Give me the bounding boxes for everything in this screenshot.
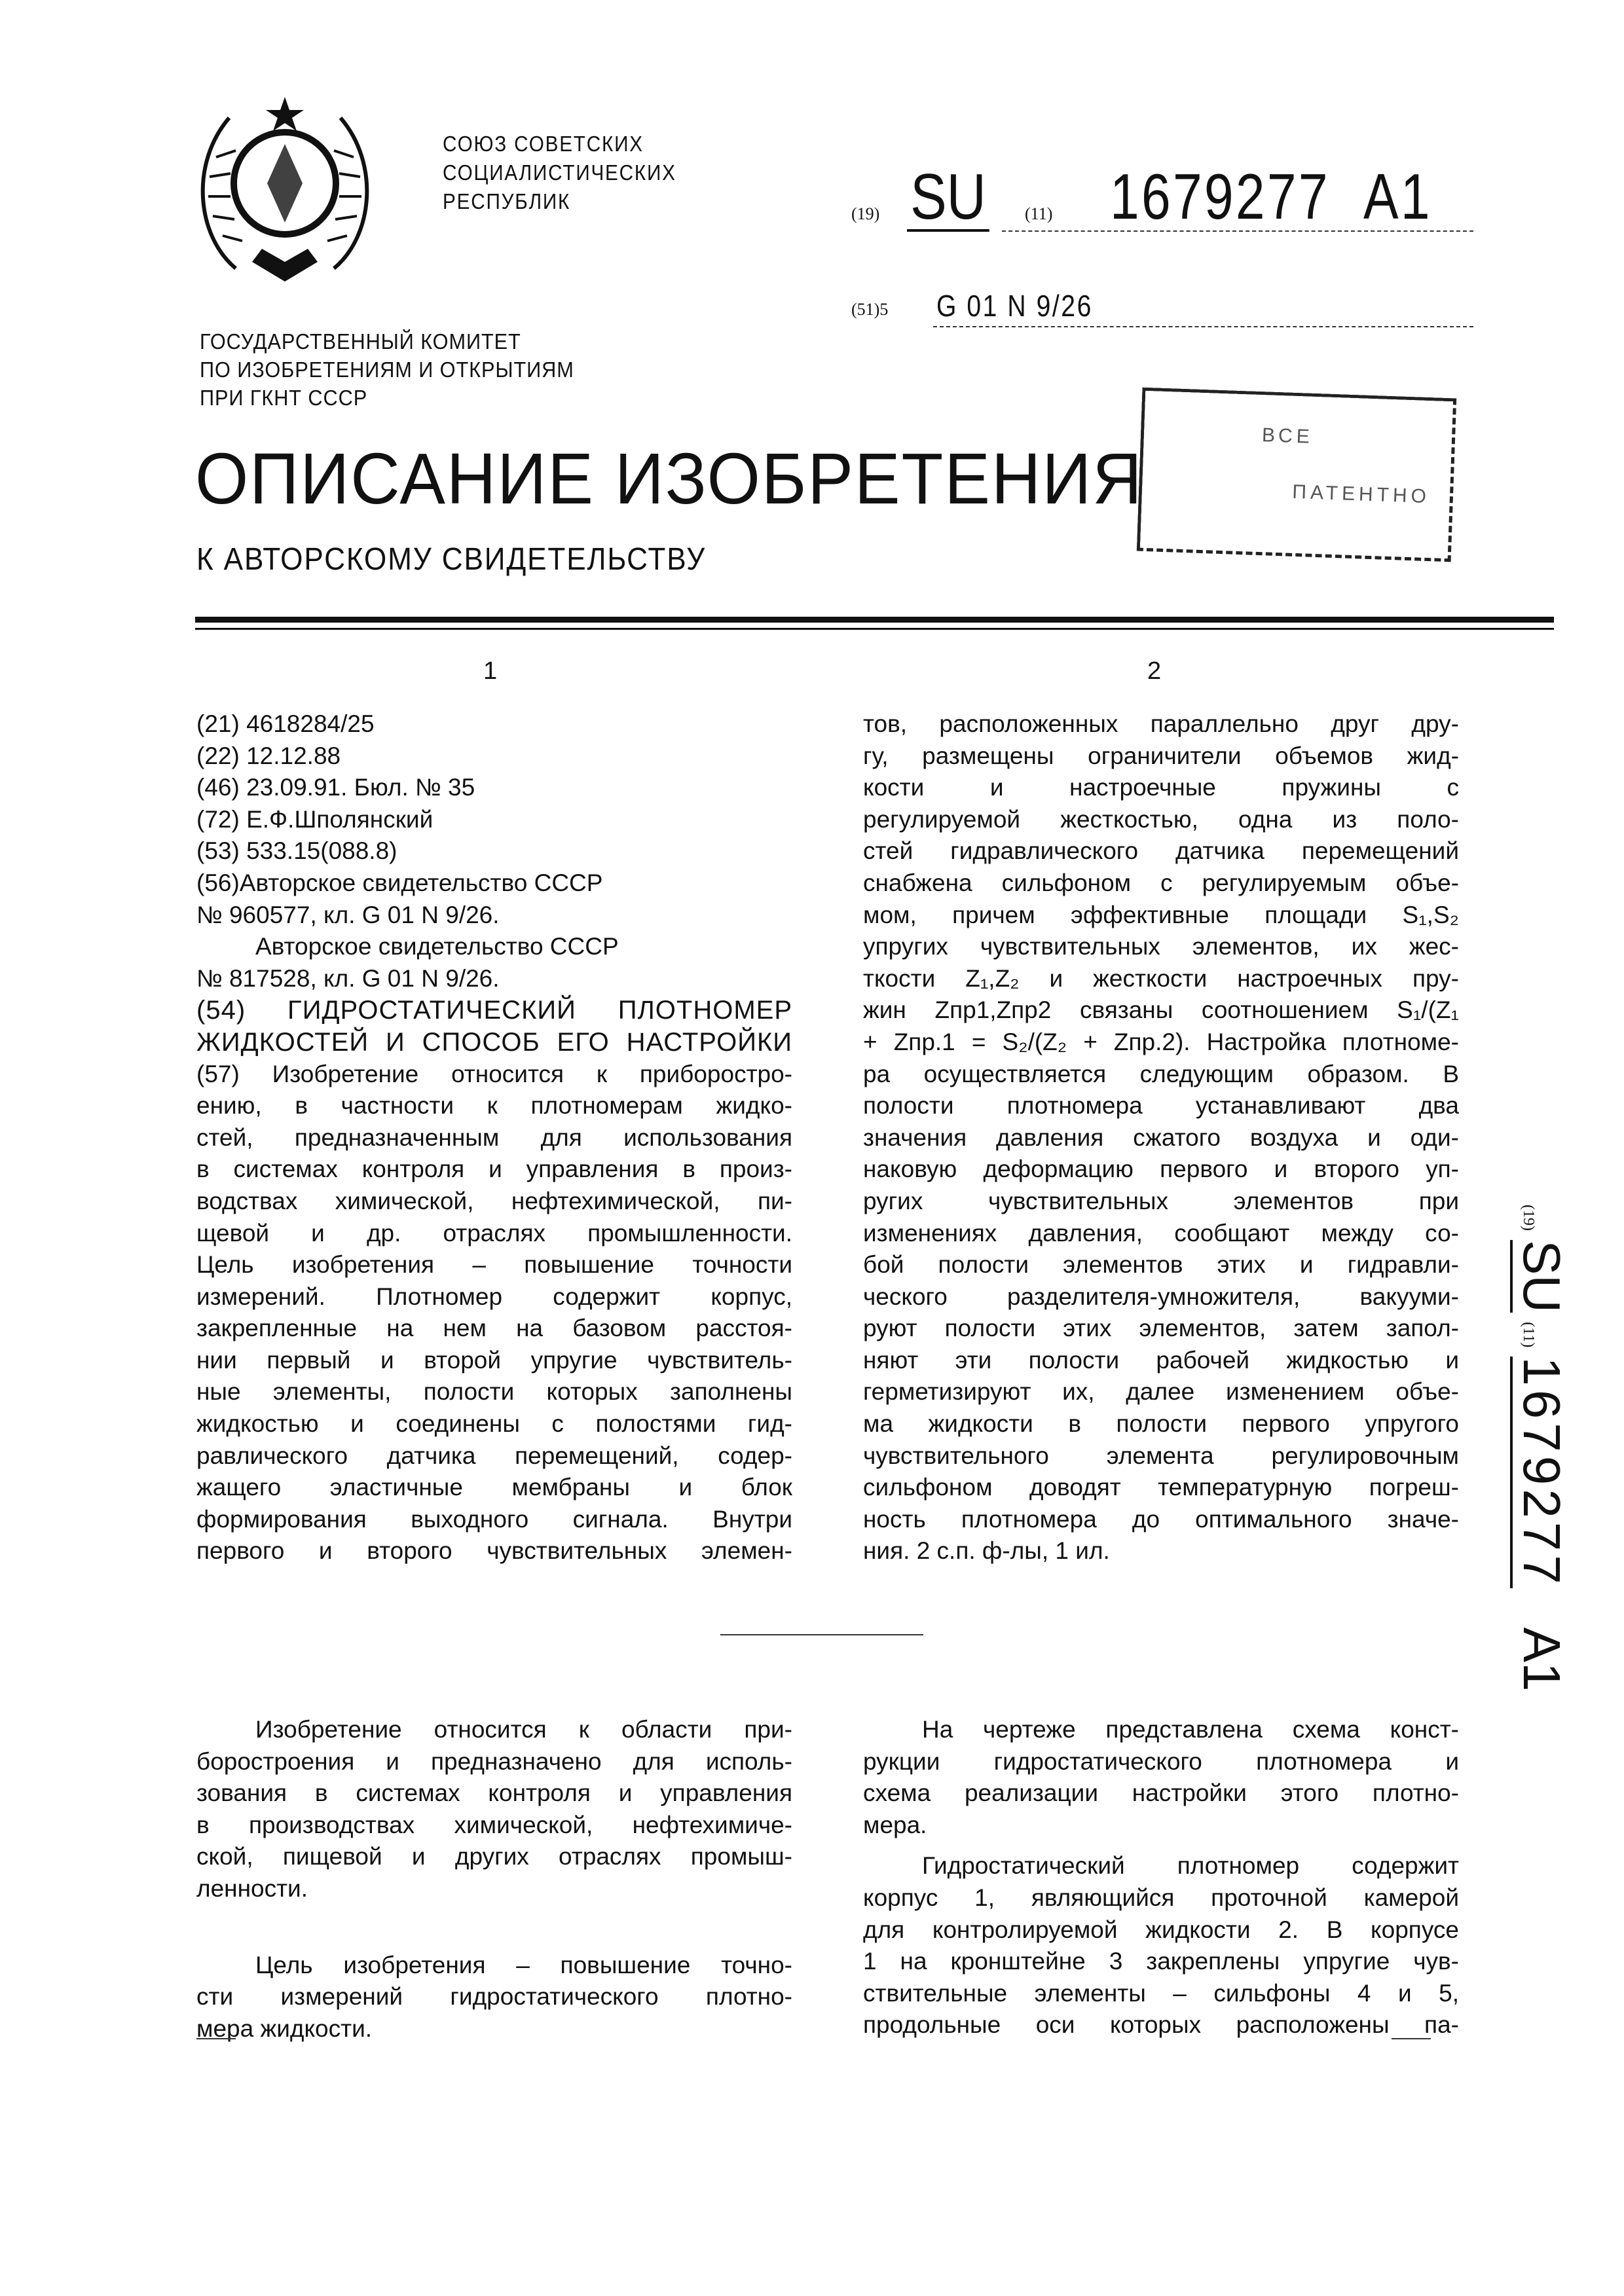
abstract-line: ругих чувствительных элементов при (863, 1186, 1459, 1218)
description-line: ленности. (196, 1873, 792, 1905)
column-number-left: 1 (483, 655, 497, 687)
header-rule-thick (195, 617, 1554, 623)
biblio-line: (53) 533.15(088.8) (196, 835, 792, 867)
abstract-line: первого и второго чувствительных элемен- (196, 1535, 792, 1567)
abstract-line: снабжена сильфоном с регулируемым объе- (863, 867, 1459, 900)
abstract-line: стей, предназначенным для использования (196, 1122, 792, 1154)
abstract-line: герметизируют их, далее изменением объе- (863, 1376, 1459, 1408)
right-column (863, 708, 1459, 1567)
patent-number: 1679277 (1510, 1357, 1571, 1588)
description-line: мера. (863, 1810, 1459, 1842)
inid-19-label: (19) (1520, 1205, 1537, 1231)
page-end-dash (196, 2038, 236, 2039)
abstract-line: ность плотномера до оптимального значе- (863, 1504, 1459, 1536)
stamp-text: ВСЕ (1261, 424, 1314, 448)
inid-11-label: (11) (1520, 1322, 1537, 1347)
abstract-line: закрепленные на нем на базовом расстоя- (196, 1313, 792, 1345)
description-line: в производствах химической, нефтехимиче- (196, 1810, 792, 1842)
library-stamp (1137, 388, 1456, 562)
abstract-line: ные элементы, полости которых заполнены (196, 1376, 792, 1408)
description-line: ской, пищевой и других отраслях промыш- (196, 1841, 792, 1873)
abstract-line: регулируемой жесткостью, одна из поло- (863, 804, 1459, 836)
abstract-line: стей гидравлического датчика перемещений (863, 835, 1459, 867)
description-right (863, 1714, 1459, 2041)
ussr-emblem-icon (190, 85, 380, 295)
description-line: Цель изобретения – повышение точно- (196, 1950, 792, 1982)
bibliographic-data (196, 708, 792, 1059)
inid-19-label: (19) (851, 204, 879, 224)
abstract-line: измерений. Плотномер содержит корпус, (196, 1281, 792, 1313)
description-line: Гидростатический плотномер содержит (863, 1850, 1459, 1882)
abstract-line: жидкостью и соединены с полостями гид- (196, 1408, 792, 1440)
abstract-line: в системах контроля и управления в произ- (196, 1154, 792, 1186)
description-left (196, 1714, 792, 2045)
description-paragraph (196, 1950, 792, 2045)
invention-title-line: ЖИДКОСТЕЙ И СПОСОБ ЕГО НАСТРОЙКИ (196, 1027, 792, 1059)
abstract-line: ткости Z₁,Z₂ и жесткости настроечных пру- (863, 963, 1459, 995)
ipc-underline (933, 326, 1473, 327)
description-line: 1 на кронштейне 3 закреплены упругие чув- (863, 1946, 1459, 1978)
column-number-right: 2 (1147, 655, 1161, 687)
abstract-line: упругих чувствительных элементов, их жес- (863, 931, 1459, 963)
abstract-line: няют эти полости рабочей жидкостью и (863, 1345, 1459, 1377)
margin-code-rotated (1511, 1205, 1572, 1692)
country-name (443, 130, 676, 216)
description-paragraph (863, 1714, 1459, 1841)
abstract-line: чувствительного элемента регулировочным (863, 1440, 1459, 1472)
abstract-line: ению, в частности к плотномерам жидко- (196, 1090, 792, 1122)
biblio-line: (56)Авторское свидетельство СССР (196, 867, 792, 900)
biblio-line: № 817528, кл. G 01 N 9/26. (196, 963, 792, 995)
abstract-line: формирования выходного сигнала. Внутри (196, 1504, 792, 1536)
country-code: SU (1510, 1240, 1571, 1313)
ipc-code: G 01 N 9/26 (936, 288, 1093, 323)
abstract-line: жин Zпр1,Zпр2 связаны соотношением S₁/(Z₁ (863, 994, 1459, 1027)
document-subtitle: К АВТОРСКОМУ СВИДЕТЕЛЬСТВУ (196, 540, 706, 579)
abstract-line: равлического датчика перемещений, содер- (196, 1440, 792, 1472)
biblio-line: (21) 4618284/25 (196, 708, 792, 740)
biblio-line: (22) 12.12.88 (196, 740, 792, 773)
country-line: СОЮЗ СОВЕТСКИХ (443, 130, 676, 158)
description-line: Изобретение относится к области при- (196, 1714, 792, 1746)
biblio-line: (46) 23.09.91. Бюл. № 35 (196, 772, 792, 804)
abstract-line: ра осуществляется следующим образом. В (863, 1059, 1459, 1091)
abstract-line: руют полости этих элементов, затем запол- (863, 1313, 1459, 1345)
abstract-line: нии первый и второй упругие чувствитель- (196, 1345, 792, 1377)
invention-title-line: (54) ГИДРОСТАТИЧЕСКИЙ ПЛОТНОМЕР (196, 994, 792, 1027)
abstract-left (196, 1059, 792, 1568)
committee-name (200, 327, 574, 412)
abstract-line: ма жидкости в полости первого упругого (863, 1408, 1459, 1440)
biblio-line: Авторское свидетельство СССР (196, 931, 792, 963)
description-line: боростроения и предназначено для исполь- (196, 1746, 792, 1778)
patent-number (1110, 164, 1432, 229)
header-rule-thin (195, 628, 1554, 630)
abstract-line: кости и настроечные пружины с (863, 772, 1459, 804)
description-line: зования в системах контроля и управления (196, 1777, 792, 1810)
kind-code: A1 (1513, 1628, 1571, 1692)
inid-11-label: (11) (1025, 204, 1052, 224)
country-line: РЕСПУБЛИК (443, 187, 676, 216)
abstract-line: наковую деформацию первого и второго уп- (863, 1154, 1459, 1186)
description-line: ствительные элементы – сильфоны 4 и 5, (863, 1978, 1459, 2010)
description-line: для контролируемой жидкости 2. В корпусе (863, 1914, 1459, 1946)
description-paragraph (196, 1714, 792, 1905)
kind-code: A1 (1363, 160, 1432, 232)
abstract-line: ния. 2 с.п. ф-лы, 1 ил. (863, 1535, 1459, 1567)
committee-line: ПРИ ГКНТ СССР (200, 384, 574, 412)
document-title: ОПИСАНИЕ ИЗОБРЕТЕНИЯ (195, 440, 1143, 519)
description-line: На чертеже представлена схема конст- (863, 1714, 1459, 1746)
description-line: мера жидкости. (196, 2013, 792, 2045)
abstract-line: значения давления сжатого воздуха и оди- (863, 1122, 1459, 1154)
abstract-line: изменениях давления, сообщают между со- (863, 1218, 1459, 1250)
description-line: корпус 1, являющийся проточной камерой (863, 1882, 1459, 1914)
publication-number (851, 164, 1473, 229)
number-underline (1002, 230, 1473, 232)
description-line: рукции гидростатического плотномера и (863, 1746, 1459, 1778)
committee-line: ПО ИЗОБРЕТЕНИЯМ И ОТКРЫТИЯМ (200, 355, 574, 384)
biblio-line: (72) Е.Ф.Шполянский (196, 804, 792, 836)
abstract-line: мом, причем эффективные площади S₁,S₂ (863, 900, 1459, 932)
abstract-line: сильфоном доводят температурную погреш- (863, 1472, 1459, 1504)
description-paragraph (863, 1850, 1459, 2041)
abstract-separator (720, 1634, 923, 1635)
abstract-line: гу, размещены ограничители объемов жид- (863, 740, 1459, 773)
inid-51-label: (51)5 (851, 300, 888, 319)
description-line: схема реализации настройки этого плотно- (863, 1777, 1459, 1810)
biblio-line: № 960577, кл. G 01 N 9/26. (196, 900, 792, 932)
description-line: сти измерений гидростатического плотно- (196, 1981, 792, 2013)
country-code: SU (907, 164, 989, 232)
country-line: СОЦИАЛИСТИЧЕСКИХ (443, 158, 676, 187)
committee-line: ГОСУДАРСТВЕННЫЙ КОМИТЕТ (200, 327, 574, 355)
abstract-line: + Zпр.1 = S₂/(Z₂ + Zпр.2). Настройка плотноме- (863, 1027, 1459, 1059)
abstract-line: ческого разделителя-умножителя, вакууми- (863, 1281, 1459, 1313)
abstract-line: Цель изобретения – повышение точности (196, 1249, 792, 1281)
patent-number-digits: 1679277 (1110, 160, 1330, 232)
abstract-line: щевой и др. отраслях промышленности. (196, 1218, 792, 1250)
description-line: продольные оси которых расположены па- (863, 2009, 1459, 2041)
abstract-line: полости плотномера устанавливают два (863, 1090, 1459, 1122)
abstract-line: жащего эластичные мембраны и блок (196, 1472, 792, 1504)
page-end-dash (1392, 2038, 1431, 2039)
margin-publication-number (1506, 1205, 1578, 1833)
left-column (196, 708, 792, 1567)
stamp-text: ПАТЕНТНО (1292, 481, 1431, 508)
abstract-line: водствах химической, нефтехимической, пи- (196, 1186, 792, 1218)
abstract-line: (57) Изобретение относится к приборостро- (196, 1059, 792, 1091)
abstract-line: бой полости элементов этих и гидравли- (863, 1249, 1459, 1281)
abstract-line: тов, расположенных параллельно друг дру- (863, 708, 1459, 740)
ipc-classification (851, 288, 1473, 327)
